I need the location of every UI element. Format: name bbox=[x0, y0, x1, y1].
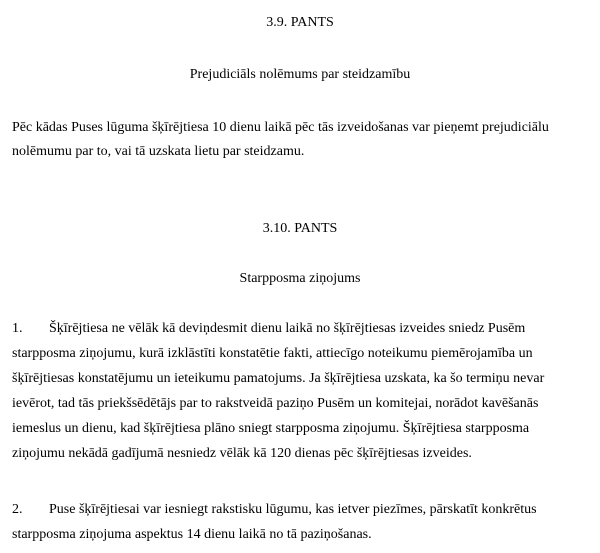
item-1-first-line: Šķīrējtiesa ne vēlāk kā deviņdesmit dienu laikā no šķīrējtiesas izveides sniedz Pusēm bbox=[49, 321, 526, 336]
item-2-line: starpposma ziņojuma aspektus 14 dienu laikā no tā paziņošanas. bbox=[12, 527, 372, 542]
article-title-3-10: Starpposma ziņojums bbox=[239, 271, 361, 286]
item-1-line: ievērot, tad tās priekšsēdētājs par to rakstveidā paziņo Pusēm un komitejai, norādot kavēšanās bbox=[12, 396, 539, 411]
paragraph-line: Pēc kādas Puses lūguma šķīrējtiesa 10 dienu laikā pēc tās izveidošanas var pieņemt prejudiciālu bbox=[12, 120, 549, 135]
item-1-line: iemeslus un dienu, kad šķīrējtiesa plāno sniegt starpposma ziņojumu. Šķīrējtiesa starpposma bbox=[12, 421, 530, 436]
article-heading-3-9: 3.9. PANTS bbox=[266, 15, 334, 30]
item-1-line: ziņojumu nekādā gadījumā nesniedz vēlāk kā 120 dienas pēc šķīrējtiesas izveides. bbox=[12, 446, 472, 461]
item-2-first-line: Puse šķīrējtiesai var iesniegt rakstisku lūgumu, kas ietver piezīmes, pārskatīt konkrētus bbox=[49, 502, 537, 517]
article-heading-3-10: 3.10. PANTS bbox=[262, 221, 338, 236]
paragraph-line: nolēmumu par to, vai tā uzskata lietu par steidzamu. bbox=[12, 144, 305, 159]
item-number-1: 1. bbox=[12, 321, 23, 336]
item-1-line: starpposma ziņojumu, kurā izklāstīti konstatētie fakti, attiecīgo noteikumu piemērojamība un bbox=[12, 346, 533, 361]
item-1-line: šķīrējtiesas konstatējumu un ieteikumu pamatojums. Ja šķīrējtiesa uzskata, ka šo termiņu nevar bbox=[12, 371, 545, 386]
article-title-3-9: Prejudiciāls nolēmums par steidzamību bbox=[189, 67, 411, 82]
item-number-2: 2. bbox=[12, 502, 23, 517]
